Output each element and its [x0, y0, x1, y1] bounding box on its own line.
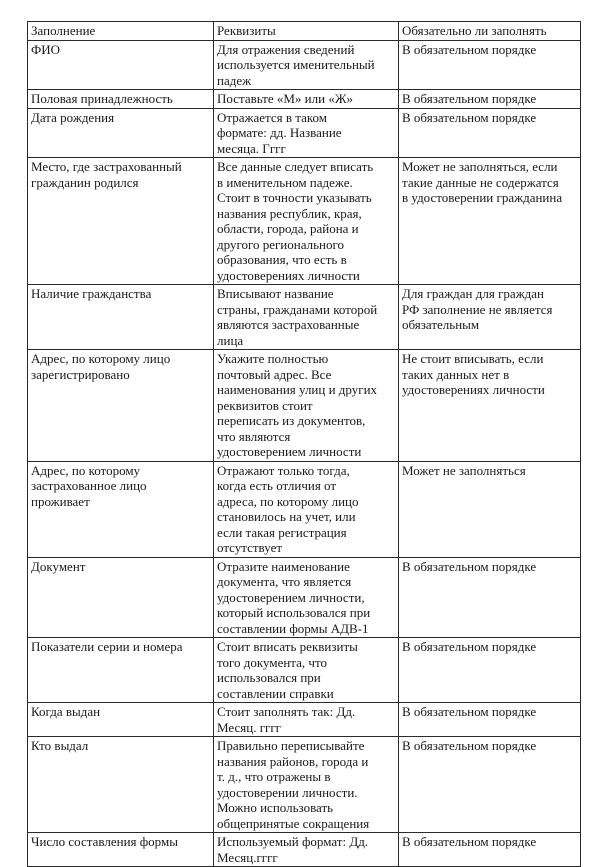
column-header: Заполнение [28, 22, 214, 41]
required-cell [399, 557, 581, 638]
cell-text-line: переписать из документов, [217, 413, 366, 428]
cell-text-line: Не стоит вписывать, если [402, 351, 544, 366]
cell-text-line: ФИО [31, 41, 61, 57]
cell-text-line: другого регионального [217, 236, 344, 252]
cell-text-line: составлении справки [217, 685, 334, 701]
cell-text-line: названия районов, города и [217, 753, 369, 769]
field-name-cell [28, 158, 214, 285]
cell-text-line: того документа, что [217, 654, 327, 670]
cell-text-line: являются застрахованные [217, 317, 360, 332]
cell-text-line: Поставьте «М» или «Ж» [217, 91, 353, 106]
cell-text-line: зарегистрировано [31, 366, 130, 382]
table-row [28, 40, 581, 90]
cell-text-line: В обязательном порядке [402, 41, 537, 57]
details-cell [214, 158, 399, 285]
field-name-cell [28, 638, 214, 703]
table-row [28, 833, 581, 867]
required-cell [399, 158, 581, 285]
cell-text-line: Половая принадлежность [31, 91, 173, 106]
required-cell [399, 350, 581, 462]
cell-text-line: общепринятые сокращения [217, 815, 370, 831]
required-cell [399, 285, 581, 350]
cell-text-line: образования, что есть в [217, 252, 347, 267]
cell-text-line: реквизитов стоит [217, 397, 313, 413]
details-cell [214, 557, 399, 638]
required-cell [399, 703, 581, 737]
cell-text-line: В обязательном порядке [402, 834, 537, 849]
cell-text-line: Для отражения сведений [217, 41, 355, 57]
field-name-cell [28, 461, 214, 557]
cell-text-line: удостоверении личности. [217, 784, 358, 800]
cell-text-line: Отражают только тогда, [217, 462, 350, 478]
cell-text-line: В обязательном порядке [402, 639, 537, 654]
cell-text-line: удостоверением личности [217, 444, 362, 459]
cell-text-line: удостоверениях личности [217, 267, 360, 283]
cell-text-line: Отразите наименование [217, 558, 350, 574]
cell-text-line: Используемый формат: Дд. [217, 834, 369, 849]
cell-text-line: который использовался при [217, 605, 371, 620]
cell-text-line: Место, где застрахованный [31, 159, 182, 174]
cell-text-line: Укажите полностью [217, 351, 329, 366]
cell-text-line: области, города, района и [217, 221, 359, 236]
cell-text-line: проживает [31, 493, 90, 509]
cell-text-line: Все данные следует вписать [217, 159, 374, 174]
cell-text-line: РФ заполнение не является [402, 301, 553, 317]
cell-text-line: почтовый адрес. Все [217, 366, 332, 382]
required-cell [399, 461, 581, 557]
cell-text-line: Месяц. гггг [217, 719, 282, 735]
cell-text-line: Число составления формы [31, 834, 178, 849]
cell-text-line: т. д., что отражены в [217, 769, 331, 784]
details-cell [214, 350, 399, 462]
column-header: Реквизиты [214, 22, 399, 41]
table-row [28, 703, 581, 737]
cell-text-line: Для граждан для граждан [402, 286, 545, 301]
cell-text-line: документа, что является [217, 574, 352, 589]
cell-text-line: Стоит заполнять так: Дд. [217, 704, 356, 719]
required-cell [399, 108, 581, 158]
cell-text-line: обязательным [402, 317, 480, 332]
table-row [28, 285, 581, 350]
cell-text-line: в удостоверении гражданина [402, 190, 563, 205]
cell-text-line: адреса, по которому лицо [217, 493, 359, 509]
details-cell [214, 703, 399, 737]
cell-text-line: Адрес, по которому лицо [31, 351, 171, 366]
details-cell [214, 108, 399, 158]
required-cell [399, 90, 581, 109]
table-row [28, 638, 581, 703]
field-name-cell [28, 833, 214, 867]
table-row [28, 350, 581, 462]
cell-text-line: В обязательном порядке [402, 91, 537, 106]
cell-text-line: В обязательном порядке [402, 558, 537, 574]
form-fields-table [27, 21, 581, 867]
cell-text-line: месяца. Гггг [217, 140, 286, 156]
cell-text-line: гражданин родился [31, 174, 139, 190]
table-row [28, 737, 581, 833]
cell-text-line: когда есть отличия от [217, 478, 337, 493]
table-row [28, 158, 581, 285]
cell-text-line: Адрес, по которому [31, 462, 141, 478]
cell-text-line: застрахованное лицо [31, 478, 147, 493]
required-cell [399, 638, 581, 703]
cell-text-line: если такая регистрация [217, 524, 347, 540]
cell-text-line: В обязательном порядке [402, 109, 537, 125]
cell-text-line: Показатели серии и номера [31, 639, 183, 654]
cell-text-line: страны, гражданами которой [217, 301, 378, 317]
cell-text-line: В обязательном порядке [402, 738, 537, 753]
details-cell [214, 737, 399, 833]
cell-text-line: удостоверением личности, [217, 589, 365, 605]
cell-text-line: В обязательном порядке [402, 704, 537, 719]
cell-text-line: таких данных нет в [402, 366, 510, 382]
field-name-cell [28, 285, 214, 350]
cell-text-line: становилось на учет, или [217, 509, 356, 524]
cell-text-line: Правильно переписывайте [217, 738, 365, 753]
cell-text-line: Наличие гражданства [31, 286, 152, 301]
cell-text-line: что являются [217, 428, 291, 444]
cell-text-line: Может не заполняться, если [402, 159, 558, 174]
column-header: Обязательно ли заполнять [399, 22, 581, 41]
cell-text-line: формате: дд. Название [217, 125, 342, 140]
field-name-cell [28, 108, 214, 158]
cell-text-line: Дата рождения [31, 109, 115, 125]
field-name-cell [28, 90, 214, 109]
table-row [28, 108, 581, 158]
details-cell [214, 90, 399, 109]
field-name-cell [28, 557, 214, 638]
required-cell [399, 737, 581, 833]
cell-text-line: в именительном падеже. [217, 174, 353, 190]
details-cell [214, 638, 399, 703]
cell-text-line: составлении формы АДВ-1 [217, 620, 369, 636]
details-cell [214, 285, 399, 350]
field-name-cell [28, 40, 214, 90]
cell-text-line: Может не заполняться [402, 462, 526, 478]
cell-text-line: Можно использовать [217, 800, 334, 815]
details-cell [214, 40, 399, 90]
details-cell [214, 833, 399, 867]
field-name-cell [28, 350, 214, 462]
cell-text-line: удостоверениях личности [402, 382, 545, 397]
cell-text-line: используется именительный [217, 57, 375, 72]
cell-text-line: такие данные не содержатся [402, 174, 559, 190]
table-row [28, 557, 581, 638]
cell-text-line: Стоит вписать реквизиты [217, 639, 358, 654]
table-row [28, 461, 581, 557]
details-cell [214, 461, 399, 557]
cell-text-line: Когда выдан [31, 704, 101, 719]
cell-text-line: лица [217, 332, 244, 348]
cell-text-line: Стоит в точности указывать [217, 190, 372, 205]
field-name-cell [28, 703, 214, 737]
cell-text-line: Кто выдал [31, 738, 89, 753]
required-cell [399, 40, 581, 90]
cell-text-line: использовался при [217, 670, 321, 685]
cell-text-line: Документ [31, 558, 86, 574]
table-row [28, 90, 581, 109]
cell-text-line: отсутствует [217, 540, 283, 555]
required-cell [399, 833, 581, 867]
cell-text-line: названия республик, края, [217, 205, 362, 221]
field-name-cell [28, 737, 214, 833]
cell-text-line: наименования улиц и других [217, 382, 378, 397]
table-header-row [28, 22, 581, 41]
cell-text-line: Месяц.гггг [217, 849, 278, 865]
cell-text-line: Отражается в таком [217, 109, 327, 125]
cell-text-line: падеж [217, 72, 252, 88]
cell-text-line: Вписывают название [217, 286, 334, 301]
